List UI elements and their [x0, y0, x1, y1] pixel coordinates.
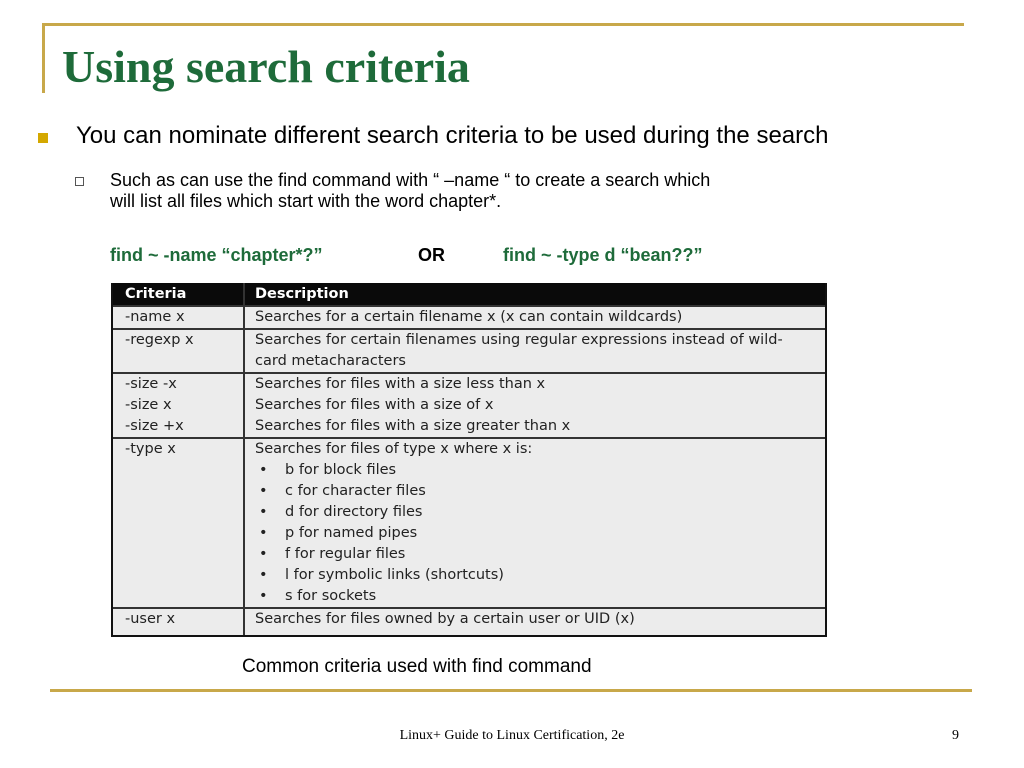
list-bullet-icon: • [259, 567, 268, 583]
list-bullet-icon: • [259, 462, 268, 478]
frame-left-rule [42, 23, 45, 93]
criteria-cell [113, 374, 245, 437]
footer-text: Linux+ Guide to Linux Certification, 2e [399, 728, 625, 743]
criteria-cell [113, 439, 245, 607]
list-bullet-icon: • [259, 483, 268, 499]
file-type-list-item [255, 523, 825, 544]
criteria-option: -size -x [125, 376, 177, 392]
criteria-option: -name x [125, 309, 185, 325]
list-bullet-icon: • [259, 546, 268, 562]
criteria-option: -size +x [125, 418, 184, 434]
list-bullet-icon: • [259, 588, 268, 604]
sub-bullet-line-1: Such as can use the find command with “ –name “ to create a search which [110, 170, 711, 190]
description-line: card metacharacters [255, 353, 406, 369]
file-type-list-item [255, 460, 825, 481]
description-line: Searches for certain filenames using regular expressions instead of wild- [255, 332, 783, 348]
bullet-square-icon [38, 133, 48, 143]
command-example-type: find ~ -type d “bean??” [503, 245, 703, 265]
file-type-label: f for regular files [285, 546, 406, 562]
description-line: Searches for files with a size greater than x [255, 418, 571, 434]
file-type-list-item [255, 565, 825, 586]
description-cell [245, 374, 825, 437]
list-bullet-icon: • [259, 504, 268, 520]
file-type-label: l for symbolic links (shortcuts) [285, 567, 504, 583]
table-row [113, 328, 825, 372]
sub-bullet-line-2: will list all files which start with the word chapter*. [110, 191, 502, 211]
description-cell [245, 307, 825, 328]
table-header-criteria: Criteria [125, 286, 187, 302]
find-criteria-table [111, 283, 827, 637]
file-type-label: d for directory files [285, 504, 423, 520]
description-line: Searches for files with a size less than x [255, 376, 546, 392]
table-row [113, 607, 825, 630]
file-type-label: b for block files [285, 462, 397, 478]
description-cell [245, 439, 825, 607]
description-line: Searches for files with a size of x [255, 397, 494, 413]
description-cell [245, 330, 825, 372]
file-type-label: c for character files [285, 483, 426, 499]
criteria-option: -user x [125, 611, 176, 627]
criteria-option: -regexp x [125, 332, 194, 348]
criteria-cell [113, 307, 245, 328]
file-type-list-item [255, 481, 825, 502]
criteria-option: -size x [125, 397, 172, 413]
command-example-name: find ~ -name “chapter*?” [110, 245, 323, 265]
table-row [113, 372, 825, 437]
description-line: Searches for files owned by a certain user or UID (x) [255, 611, 635, 627]
table-row [113, 437, 825, 607]
table-header-row [113, 283, 825, 305]
file-type-list-item [255, 586, 825, 607]
file-type-list-item [255, 502, 825, 523]
table-caption: Common criteria used with find command [242, 656, 592, 677]
criteria-cell [113, 330, 245, 372]
description-line: Searches for files of type x where x is: [255, 441, 533, 457]
list-bullet-icon: • [259, 525, 268, 541]
frame-bottom-rule [50, 689, 972, 692]
slide-title: Using search criteria [62, 41, 470, 92]
table-body [113, 305, 825, 630]
file-type-list-item [255, 544, 825, 565]
table-column-divider [243, 283, 245, 635]
file-type-label: s for sockets [285, 588, 377, 604]
sub-bullet-box-icon [75, 177, 84, 186]
criteria-option: -type x [125, 441, 176, 457]
table-header-description: Description [255, 286, 349, 302]
description-line: Searches for a certain filename x (x can contain wildcards) [255, 309, 683, 325]
frame-top-rule [42, 23, 964, 26]
main-bullet-text: You can nominate different search criteria to be used during the search [76, 122, 829, 149]
criteria-cell [113, 609, 245, 630]
sub-bullet-text [110, 170, 710, 212]
description-cell [245, 609, 825, 630]
table-row [113, 305, 825, 328]
page-number: 9 [952, 728, 959, 743]
file-type-label: p for named pipes [285, 525, 418, 541]
command-or-label: OR [418, 245, 445, 265]
